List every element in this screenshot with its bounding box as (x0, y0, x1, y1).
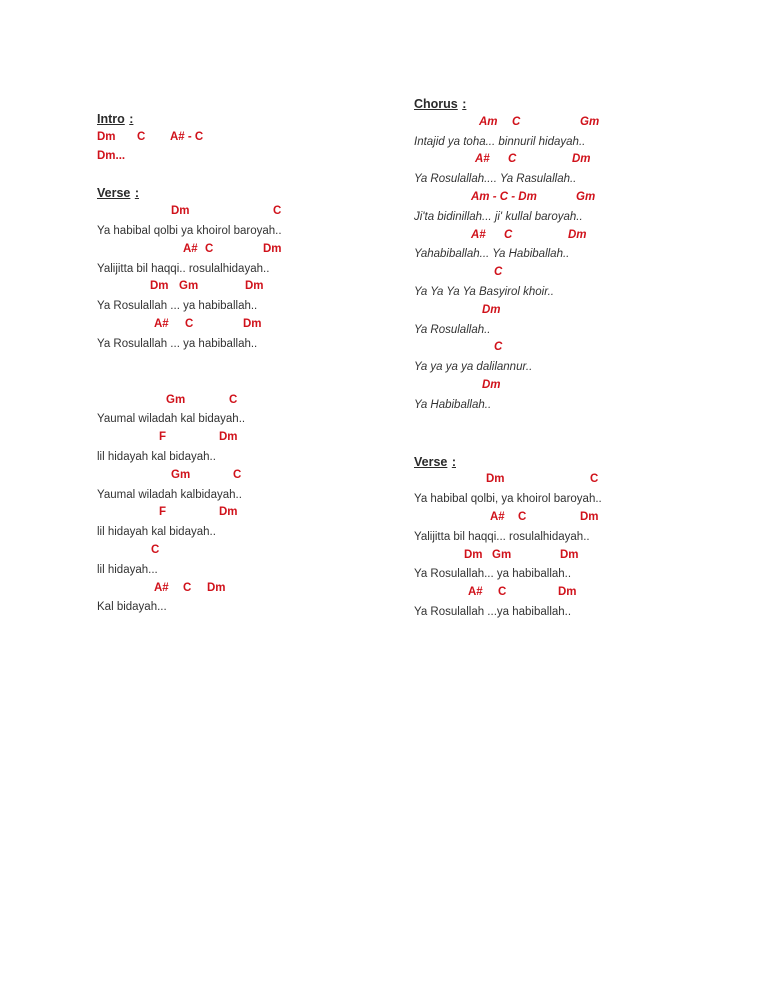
chord: Dm (572, 153, 591, 166)
spacer (414, 415, 714, 453)
chord: Dm (219, 506, 238, 519)
chord-line (414, 339, 714, 358)
chord: F (159, 431, 167, 444)
lyric-text: Ya Rosulallah.... Ya Rasulallah.. (414, 173, 577, 186)
chord: Dm (482, 378, 501, 391)
lyric-line (414, 396, 714, 415)
chord: Gm (580, 115, 600, 128)
chord: Dm (150, 280, 169, 293)
chord: C (233, 468, 242, 481)
chord: Gm (171, 468, 191, 481)
chord: Gm (576, 190, 596, 203)
chord: C (137, 130, 146, 143)
lyric-line (97, 297, 387, 316)
lyric-text: lil hidayah kal bidayah.. (97, 526, 216, 539)
verse-heading-colon: : (451, 454, 456, 469)
lyric-text: Yalijitta bil haqqi... rosulalhidayah.. (414, 530, 590, 543)
verse-heading: Verse (414, 454, 448, 469)
lyric-text: Ya habibal qolbi, ya khoirol baroyah.. (414, 493, 602, 506)
chord-line (97, 467, 387, 486)
chord-line (97, 542, 387, 561)
lyric-text: Ya Rosulallah ...ya habiballah.. (414, 605, 572, 618)
lyric-line (414, 133, 714, 152)
lyric-line (414, 170, 714, 189)
chorus-heading: Chorus (414, 97, 458, 111)
chord: Dm (560, 548, 579, 561)
chord: A# (154, 581, 169, 594)
lyric-line (414, 528, 714, 547)
chord: A# (468, 586, 483, 599)
intro-heading-line (97, 110, 387, 129)
intro-heading: Intro (97, 112, 125, 126)
left-column (97, 110, 387, 617)
lyric-line (414, 490, 714, 509)
chord-line (414, 189, 714, 208)
chord: Dm (482, 303, 501, 316)
lyric-text: lil hidayah... (97, 563, 158, 576)
chord: Dm (219, 431, 238, 444)
lyric-line (97, 222, 387, 241)
lyric-text: Yaumal wiladah kal bidayah.. (97, 413, 246, 426)
chord-line (414, 547, 714, 566)
intro-chord-line (97, 129, 387, 148)
chord: Dm (97, 130, 116, 143)
lyric-text: Ya Rosulallah ... ya habiballah.. (97, 300, 258, 313)
chord-line (414, 509, 714, 528)
lyric-line (97, 561, 387, 580)
chord: C (518, 510, 527, 523)
lyric-line (97, 410, 387, 429)
lyric-text: Ya Rosulallah.. (414, 323, 491, 336)
chord: C (494, 266, 503, 279)
chord-line (414, 471, 714, 490)
lyric-line (97, 486, 387, 505)
chord: Dm (486, 473, 505, 486)
chord-line (97, 316, 387, 335)
chord-line (97, 203, 387, 222)
chord: Dm (243, 317, 262, 330)
chorus-heading-colon: : (462, 97, 467, 111)
chorus-heading-line (414, 95, 714, 114)
lyric-line (414, 321, 714, 340)
chord: Gm (492, 548, 512, 561)
chord-line (97, 392, 387, 411)
lyric-text: Ya ya ya ya dalilannur.. (414, 361, 533, 374)
lyric-text: lil hidayah kal bidayah.. (97, 450, 216, 463)
lyric-text: Ya habibal qolbi ya khoirol baroyah.. (97, 224, 282, 237)
chord: Dm... (97, 149, 126, 162)
chord-line (414, 114, 714, 133)
chord-line (97, 580, 387, 599)
lyric-text: Ya Rosulallah ... ya habiballah.. (97, 337, 258, 350)
verse-heading-line (97, 184, 387, 203)
chord-line (414, 302, 714, 321)
chord-line (414, 151, 714, 170)
spacer (97, 166, 387, 184)
chord: Dm (207, 581, 226, 594)
chord: A# (471, 228, 486, 241)
lyric-text: Yaumal wiladah kalbidayah.. (97, 488, 242, 501)
chord: Dm (245, 280, 264, 293)
lyric-text: Yahabiballah... Ya Habiballah.. (414, 248, 570, 261)
chord: Dm (263, 242, 282, 255)
chord: Dm (568, 228, 587, 241)
chord-line (97, 504, 387, 523)
chord: Gm (166, 393, 186, 406)
lyric-text: Intajid ya toha... binnuril hidayah.. (414, 135, 586, 148)
chord-line (97, 241, 387, 260)
chord: C (494, 341, 503, 354)
chord: C (590, 473, 599, 486)
lyric-line (97, 523, 387, 542)
lyric-line (414, 358, 714, 377)
lyric-line (97, 260, 387, 279)
intro-chord-line (97, 148, 387, 167)
verse-heading-colon: : (134, 186, 139, 201)
lyric-line (97, 448, 387, 467)
chord: C (205, 242, 214, 255)
chord: Dm (171, 205, 190, 218)
chord: A# (154, 317, 169, 330)
chord: Gm (179, 280, 199, 293)
chord: C (151, 543, 160, 556)
chord: C (512, 115, 521, 128)
lyric-text: Ji'ta bidinillah... ji' kullal baroyah.. (414, 210, 583, 223)
chord: Dm (580, 510, 599, 523)
intro-heading-colon: : (129, 112, 134, 126)
chord: A# (183, 242, 198, 255)
chord: Am - C - Dm (471, 190, 537, 203)
lyric-line (97, 335, 387, 354)
chord: C (229, 393, 238, 406)
chord-line (414, 377, 714, 396)
lyric-text: Kal bidayah... (97, 601, 167, 614)
lyric-text: Ya Ya Ya Ya Basyirol khoir.. (414, 285, 554, 298)
verse-heading: Verse (97, 186, 131, 201)
chord: C (185, 317, 194, 330)
chord: C (508, 153, 517, 166)
lyric-text: Ya Habiballah.. (414, 398, 492, 411)
spacer (97, 354, 387, 392)
lyric-text: Yalijitta bil haqqi.. rosulalhidayah.. (97, 262, 270, 275)
chord-line (97, 278, 387, 297)
chord: C (498, 586, 507, 599)
lyric-line (414, 603, 714, 622)
chord: Am (479, 115, 498, 128)
chord: Dm (558, 586, 577, 599)
chord: A# (475, 153, 490, 166)
right-column (414, 95, 714, 622)
chord: C (183, 581, 192, 594)
chord: A# - C (170, 130, 204, 143)
lyric-line (414, 245, 714, 264)
lyric-text: Ya Rosulallah... ya habiballah.. (414, 568, 572, 581)
chord: C (504, 228, 513, 241)
chord: C (273, 205, 282, 218)
verse-heading-line (414, 453, 714, 472)
chord: A# (490, 510, 505, 523)
chord: F (159, 506, 167, 519)
chord-line (414, 264, 714, 283)
lyric-line (414, 565, 714, 584)
lyric-line (97, 598, 387, 617)
chord-line (414, 584, 714, 603)
chord-line (414, 227, 714, 246)
lyric-line (414, 283, 714, 302)
lyric-line (414, 208, 714, 227)
chord-line (97, 429, 387, 448)
chord: Dm (464, 548, 483, 561)
